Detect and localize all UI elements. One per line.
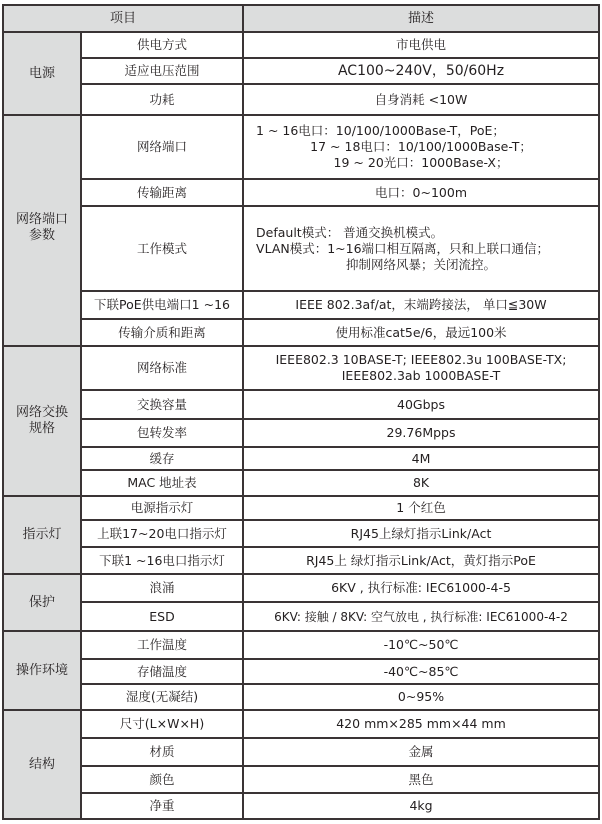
item-label: 工作模式 [81, 206, 243, 291]
table-row [3, 574, 599, 602]
item-label: 交换容量 [81, 390, 243, 419]
table-row [3, 419, 599, 447]
table-row [3, 447, 599, 470]
item-label: ESD [81, 602, 243, 631]
item-label: 下联1 ~16电口指示灯 [81, 547, 243, 574]
item-value: RJ45上绿灯指示Link/Act [243, 520, 599, 547]
table-row [3, 32, 599, 58]
item-label: 传输介质和距离 [81, 319, 243, 346]
item-value: 420 mm×285 mm×44 mm [243, 710, 599, 738]
item-value: 6KV: 接触 / 8KV: 空气放电 , 执行标准: IEC61000-4-2 [243, 602, 599, 631]
item-label: 工作温度 [81, 631, 243, 659]
item-value: -40℃~85℃ [243, 659, 599, 684]
table-row [3, 291, 599, 319]
item-value: 1 个红色 [243, 496, 599, 520]
header-item: 项目 [3, 5, 243, 32]
table-row [3, 496, 599, 520]
group-power: 电源 [3, 32, 81, 115]
item-label: 网络端口 [81, 115, 243, 179]
table-row [3, 602, 599, 631]
item-value: 8K [243, 470, 599, 496]
item-label: 存储温度 [81, 659, 243, 684]
spec-table [2, 4, 600, 820]
item-label: 材质 [81, 738, 243, 766]
table-row [3, 659, 599, 684]
item-value: 自身消耗 <10W [243, 84, 599, 115]
item-label: 缓存 [81, 447, 243, 470]
table-row [3, 319, 599, 346]
item-value: 0~95% [243, 684, 599, 710]
item-label: 网络标准 [81, 346, 243, 390]
table-row [3, 710, 599, 738]
item-value: AC100~240V，50/60Hz [243, 58, 599, 84]
table-row [3, 206, 599, 291]
group-network-ports: 网络端口 参数 [3, 115, 81, 346]
item-label: 传输距离 [81, 179, 243, 206]
table-row [3, 684, 599, 710]
item-value: 黑色 [243, 766, 599, 793]
item-label: 颜色 [81, 766, 243, 793]
item-value: 1 ~ 16电口：10/100/1000Base-T，PoE； 17 ~ 18电口：10/100/1000Base-T； 19 ~ 20光口：1000Base-X； [243, 115, 599, 179]
item-label: 功耗 [81, 84, 243, 115]
group-environment: 操作环境 [3, 631, 81, 710]
group-indicators: 指示灯 [3, 496, 81, 574]
table-row [3, 738, 599, 766]
item-label: 净重 [81, 793, 243, 819]
group-switching-specs: 网络交换 规格 [3, 346, 81, 496]
item-value: IEEE802.3 10BASE-T; IEEE802.3u 100BASE-TX; IEEE802.3ab 1000BASE-T [243, 346, 599, 390]
item-value: 4kg [243, 793, 599, 819]
table-row [3, 547, 599, 574]
group-structure: 结构 [3, 710, 81, 819]
table-row [3, 84, 599, 115]
item-value: 市电供电 [243, 32, 599, 58]
table-row [3, 470, 599, 496]
item-value: 6KV , 执行标准: IEC61000-4-5 [243, 574, 599, 602]
item-label: 下联PoE供电端口1 ~16 [81, 291, 243, 319]
table-row [3, 115, 599, 179]
header-row [3, 5, 599, 32]
item-value: RJ45上 绿灯指示Link/Act，黄灯指示PoE [243, 547, 599, 574]
item-label: 包转发率 [81, 419, 243, 447]
item-label: 尺寸(L×W×H) [81, 710, 243, 738]
item-label: 适应电压范围 [81, 58, 243, 84]
item-value: 电口：0~100m [243, 179, 599, 206]
item-value: 4M [243, 447, 599, 470]
item-value: 金属 [243, 738, 599, 766]
item-value: 使用标准cat5e/6，最远100米 [243, 319, 599, 346]
header-description: 描述 [243, 5, 599, 32]
item-label: 浪涌 [81, 574, 243, 602]
table-row [3, 179, 599, 206]
table-row [3, 793, 599, 819]
table-row [3, 390, 599, 419]
item-value: Default模式： 普通交换机模式。 VLAN模式：1~16端口相互隔离，只和上联口通信； 抑制网络风暴；关闭流控。 [243, 206, 599, 291]
table-row [3, 58, 599, 84]
item-value: 29.76Mpps [243, 419, 599, 447]
table-row [3, 766, 599, 793]
item-label: 湿度(无凝结) [81, 684, 243, 710]
item-value: 40Gbps [243, 390, 599, 419]
item-label: MAC 地址表 [81, 470, 243, 496]
group-protection: 保护 [3, 574, 81, 631]
table-row [3, 631, 599, 659]
table-row [3, 346, 599, 390]
item-value: -10℃~50℃ [243, 631, 599, 659]
item-label: 供电方式 [81, 32, 243, 58]
item-value: IEEE 802.3af/at，末端跨接法， 单口≦30W [243, 291, 599, 319]
item-label: 上联17~20电口指示灯 [81, 520, 243, 547]
item-label: 电源指示灯 [81, 496, 243, 520]
table-row [3, 520, 599, 547]
